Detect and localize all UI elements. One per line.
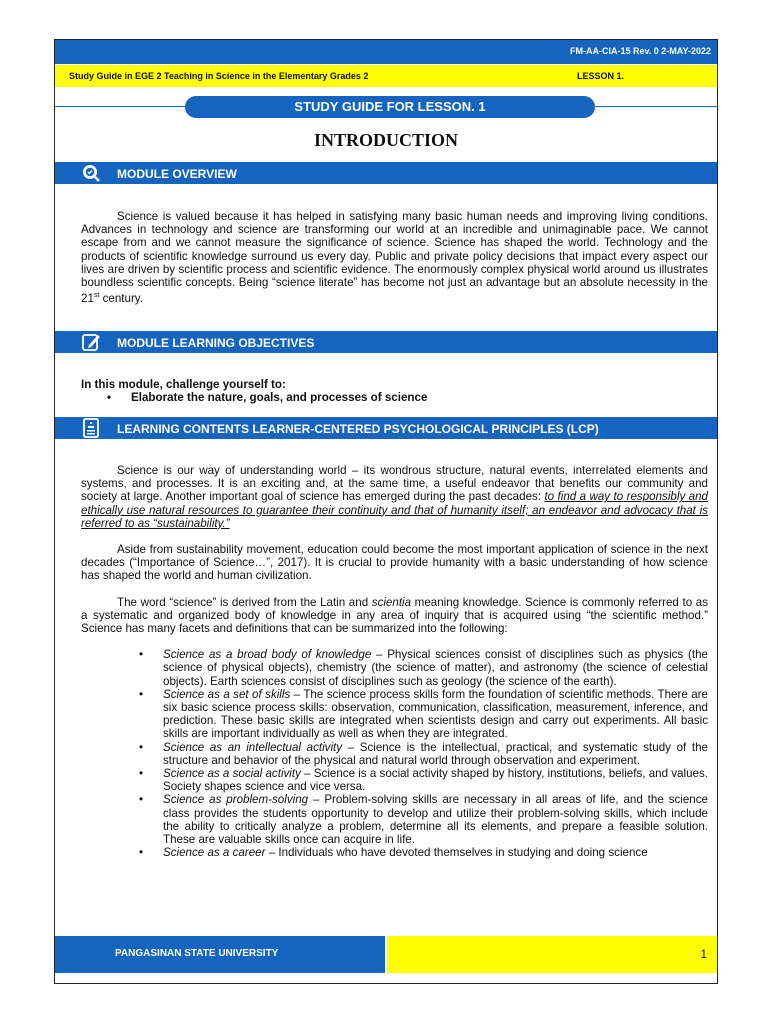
magnifier-icon	[81, 163, 101, 183]
form-code: FM-AA-CIA-15 Rev. 0 2-MAY-2022	[569, 46, 711, 56]
lesson-banner: STUDY GUIDE FOR LESSON. 1	[185, 96, 595, 118]
list-item: • Science as a career – Individuals who have devoted themselves in studying and doing science	[163, 846, 708, 859]
section-learning-objectives	[55, 331, 717, 353]
page-title: INTRODUCTION	[313, 130, 459, 150]
science-facets-list	[163, 648, 708, 859]
edit-icon	[81, 332, 101, 352]
page-footer	[55, 936, 717, 973]
list-item: • Science as a set of skills – The science process skills form the foundation of scientific methods. There are six basic science process skills: observation, communication, classification, measurement, inference, and prediction. These basic skills are integrated when scientists design and carry out experiments. All basic skills are important individually as well as when they are integrated.	[163, 688, 708, 741]
document-page	[54, 39, 718, 984]
section-label: LEARNING CONTENTS LEARNER-CENTERED PSYCHOLOGICAL PRINCIPLES (LCP)	[117, 422, 599, 436]
overview-text: Science is valued because it has helped in satisfying many basic human needs and improving living conditions. Advances in technology and science are transforming our world at an incredible and unimaginable pace. We cannot escape from and we cannot measure the significance of science. Science has shaped the world. Technology and the products of scientific knowledge surround us every day. Public and private policy decisions that impact every aspect our lives are driven by scientific process and scientific evidence. The enormously complex physical world around us illustrates boundless scientific concepts. Being “science literate” has become not just an advantage but an absolute necessity in the 21st century.	[81, 210, 708, 306]
list-item: • Science as a social activity – Science is a social activity shaped by history, institutions, beliefs, and values. Society shapes science and vice versa.	[163, 767, 708, 793]
objective-item: • Elaborate the nature, goals, and processes of science	[131, 391, 708, 404]
objectives-text: In this module, challenge yourself to: • Elaborate the nature, goals, and processes of science	[81, 378, 708, 404]
footer-page	[387, 936, 717, 973]
list-item: • Science as problem-solving – Problem-solving skills are necessary in all areas of life, and the science class provides the students opportunity to develop and utilize their problem-solving skills, which include the ability to critically analyze a problem, determine all its elements, and prepare a feasible solution. These are valuable skills once can acquire in life.	[163, 793, 708, 846]
contents-text: Science is our way of understanding world – its wondrous structure, natural events, interrelated elements and systems, and processes. It is an exciting and, at the same time, a useful endeavor that benefits our community and society at large. Another important goal of science has emerged during the past decades: to find a way to responsibly and ethically use natural resources to guarantee their continuity and that of humanity itself; an endeavor and advocacy that is referred to as “sustainability.” Aside from sustainability movement, education could become the most important application of science in the next decades (“Importance of Science…”, 2017). It is crucial to provide humanity with a basic understanding of how science has shaped the world and human civilization. The word “science” is derived from the Latin and scientia meaning knowledge. Science is commonly referred to as a systematic and organized body of knowledge in any area of inquiry that is acquired using “the scientific method.” Science has many facets and definitions that can be summarized into the following: • Science as a broad body of knowledge – Physical sciences consist of disciplines such as physics (the science of physical objects), chemistry (the science of matter), and astronomy (the science of celestial objects). Earth sciences consist of disciplines such as geology (the science of the earth). • Science as a set of skills – The science process skills form the foundation of scientific methods. There are six basic science process skills: observation, communication, classification, measurement, inference, and prediction. These basic skills are integrated when scientists design and carry out experiments. All basic skills are important individually as well as when they are integrated. • Science as an intellectual activity – Science is the intellectual, practical, and systematic study of the structure and behavior of the physical and natural world through observation and experiment. • Science as a social activity – Science is a social activity shaped by history, institutions, beliefs, and values. Society shapes science and vice versa. • Science as problem-solving – Problem-solving skills are necessary in all areas of life, and the science class provides the students opportunity to develop and utilize their problem-solving skills, which include the ability to critically analyze a problem, determine all its elements, and prepare a feasible solution. These are valuable skills once can acquire in life. • Science as a career – Individuals who have devoted themselves in studying and doing science	[81, 464, 708, 859]
document-icon	[81, 418, 101, 438]
page-number: 1	[700, 947, 707, 961]
section-learning-contents	[55, 417, 717, 439]
section-label: MODULE OVERVIEW	[117, 167, 237, 181]
footer-university: PANGASINAN STATE UNIVERSITY	[55, 936, 385, 973]
lesson-label: LESSON 1.	[577, 71, 625, 81]
course-bar	[55, 64, 717, 87]
course-title: Study Guide in EGE 2 Teaching in Science in the Elementary Grades 2	[69, 71, 369, 81]
section-module-overview	[55, 162, 717, 184]
section-label: MODULE LEARNING OBJECTIVES	[117, 336, 315, 350]
header-bar	[55, 40, 717, 64]
list-item: • Science as an intellectual activity – Science is the intellectual, practical, and systematic study of the structure and behavior of the physical and natural world through observation and experiment.	[163, 741, 708, 767]
list-item: • Science as a broad body of knowledge – Physical sciences consist of disciplines such as physics (the science of physical objects), chemistry (the science of matter), and astronomy (the science of celestial objects). Earth sciences consist of disciplines such as geology (the science of the earth).	[163, 648, 708, 688]
